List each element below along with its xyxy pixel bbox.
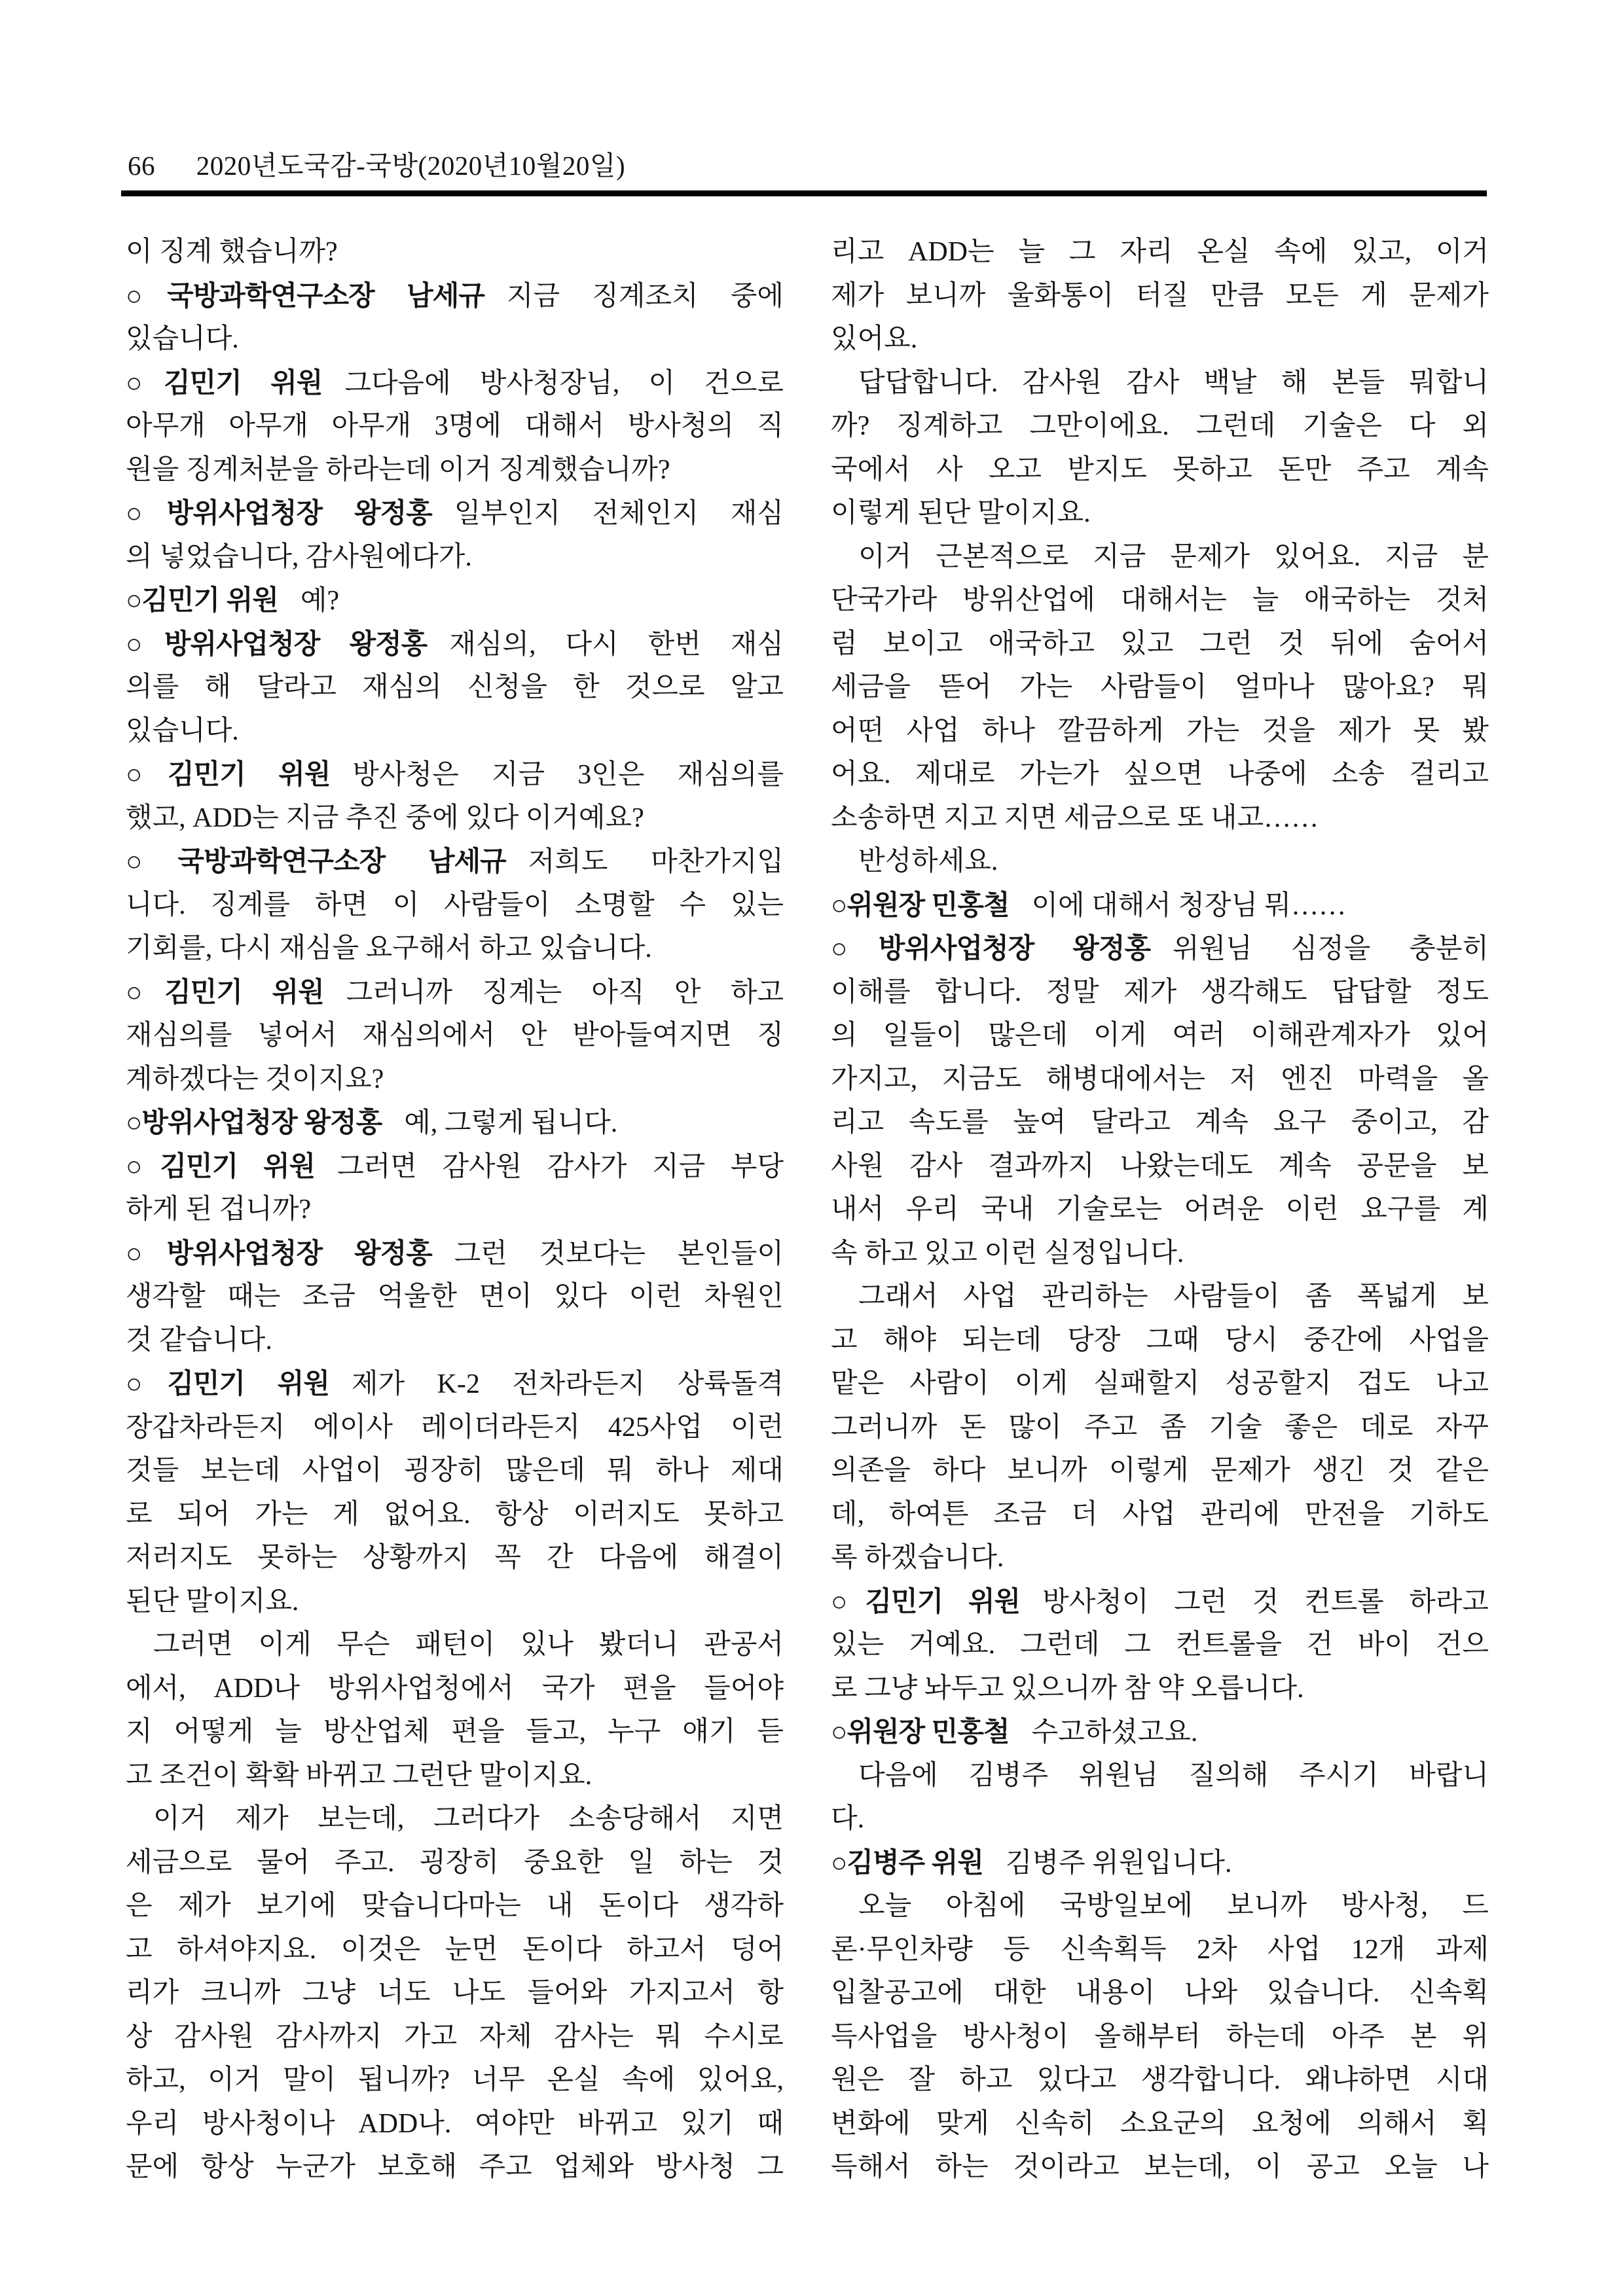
transcript-line [831,1232,1489,1276]
speaker-name: ○방위사업청장 왕정홍 [831,933,1151,963]
speaker-name: ○방위사업청장 왕정홍 [126,1107,382,1138]
transcript-line [126,1797,784,1841]
transcript-line [831,2058,1489,2102]
speaker-name: ○김병주 위원 [831,1846,983,1878]
transcript-line [126,1710,784,1754]
speech-text: 하고, 이거 말이 됩니까? 너무 온실 속에 있어요, [126,2065,784,2095]
speech-text: 그러니까 돈 많이 주고 좀 기술 좋은 데로 자꾸 [831,1412,1489,1443]
transcript-line [831,1884,1489,1928]
speech-text: 고 조건이 확확 바뀌고 그런단 말이지요. [126,1760,593,1791]
speech-text: 국에서 사 오고 받지도 못하고 돈만 주고 계속 [831,454,1489,485]
transcript-line [126,1058,784,1102]
transcript-line [126,2102,784,2146]
speech-text: 득사업을 방사청이 올해부터 하는데 아주 본 위 [831,2021,1489,2052]
speaker-name: ○위원장 민홍철 [831,1716,1010,1747]
speech-text: 리가 크니까 그냥 너도 나도 들어와 가지고서 항 [126,1978,784,2008]
speech-text: 세금을 뜯어 가는 사람들이 얼마나 많아요? 뭐 [831,672,1489,702]
transcript-line [831,404,1489,448]
page-number: 66 [128,151,155,181]
transcript-line [831,1536,1489,1580]
transcript-line [831,2145,1489,2189]
transcript-line-with-speaker [126,1232,784,1276]
speech-text: 다음에 김병주 위원님 질의해 주시기 바랍니 [858,1760,1489,1791]
speech-text: 있는 거예요. 그런데 그 컨트롤을 건 바이 건으 [831,1630,1489,1660]
transcript-line [831,1493,1489,1537]
transcript-line-with-speaker [126,971,784,1014]
transcript-line [126,448,784,492]
speech-text: 예? [300,586,340,616]
transcript-line [831,1928,1489,1972]
speech-text: 방사청이 그런 것 컨트롤 하라고 [1042,1587,1489,1617]
page-header [128,144,625,183]
transcript-line [126,1841,784,1885]
speech-text: 위원님 심정을 충분히 [1173,934,1489,964]
transcript-line-with-speaker [831,1580,1489,1624]
speech-text: 사원 감사 결과까지 나왔는데도 계속 공문을 보 [831,1151,1489,1181]
transcript-line-with-speaker [126,1362,784,1406]
transcript-line [831,1362,1489,1406]
speech-text: 제가 K-2 전차라든지 상륙돌격 [351,1369,784,1399]
transcript-line [831,274,1489,318]
speech-text: 맡은 사람이 이게 실패할지 성공할지 겁도 나고 [831,1369,1489,1399]
transcript-line [126,1667,784,1711]
speech-text: 이해를 합니다. 정말 제가 생각해도 답답할 정도 [831,977,1489,1007]
speech-text: 그런 것보다는 본인들이 [454,1238,784,1269]
speech-text: 의 넣었습니다, 감사원에다가. [126,541,472,572]
transcript-line [126,230,784,274]
speech-text: 반성하세요. [858,846,998,876]
speech-text: 있습니다. [126,715,239,746]
speech-text: 로 그냥 놔두고 있으니까 참 약 오릅니다. [831,1673,1304,1704]
transcript-line [831,709,1489,753]
transcript-line [126,2058,784,2102]
speech-text: 내서 우리 국내 기술로는 어려운 이런 요구를 계 [831,1194,1489,1225]
speaker-name: ○국방과학연구소장 남세규 [126,846,506,876]
transcript-line [831,1319,1489,1363]
transcript-line [831,1014,1489,1058]
transcript-line [126,927,784,971]
transcript-line [126,1188,784,1232]
speech-text: 데, 하여튼 조금 더 사업 관리에 만전을 기하도 [831,1499,1489,1530]
transcript-line [831,579,1489,622]
speech-text: 이 징계 했습니까? [126,237,338,267]
speech-text: 김병주 위원입니다. [1005,1848,1232,1878]
transcript-line [126,1971,784,2015]
transcript-body [126,230,1489,2189]
speech-text: 오늘 아침에 국방일보에 보니까 방사청, 드 [858,1891,1489,1921]
speech-text: 상 감사원 감사까지 가고 자체 감사는 뭐 수시로 [126,2021,784,2052]
transcript-line [126,1319,784,1363]
speech-text: 문에 항상 누군가 보호해 주고 업체와 방사청 그 [126,2152,784,2182]
speech-text: 저희도 마찬가지입 [528,847,784,877]
speaker-name: ○김민기 위원 [126,367,323,398]
transcript-line-with-speaker [126,1101,784,1145]
speech-text: 고 해야 되는데 당장 그때 당시 중간에 사업을 [831,1325,1489,1355]
speech-text: 된단 말이지요. [126,1586,299,1617]
transcript-line [831,2102,1489,2146]
speech-text: 그래서 사업 관리하는 사람들이 좀 폭넓게 보 [858,1282,1489,1312]
speech-text: 수고하셨고요. [1031,1717,1198,1748]
speech-text: 방사청은 지금 3인은 재심의를 [352,760,784,790]
speech-text: 원을 징계처분을 하라는데 이거 징계했습니까? [126,454,670,485]
transcript-line [126,1928,784,1972]
speech-text: 어떤 사업 하나 깔끔하게 가는 것을 제가 못 봤 [831,715,1489,746]
transcript-line [831,535,1489,579]
transcript-line [831,1145,1489,1189]
speech-text: 그러면 감사원 감사가 지금 부당 [337,1151,784,1182]
speech-text: 제가 보니까 울화통이 터질 만큼 모든 게 문제가 [831,280,1489,311]
transcript-line [126,535,784,579]
speech-text: 그다음에 방사청장님, 이 건으로 [344,368,784,399]
speech-text: 고 하셔야지요. 이것은 눈먼 돈이다 하고서 덩어 [126,1934,784,1965]
speech-text: 생각할 때는 조금 억울한 면이 있다 이런 차원인 [126,1282,784,1312]
transcript-line [831,317,1489,361]
transcript-line [831,1623,1489,1667]
transcript-line [126,1754,784,1798]
speech-text: 장갑차라든지 에이사 레이더라든지 425사업 이런 [126,1412,784,1443]
speaker-name: ○방위사업청장 왕정홍 [126,628,428,659]
transcript-line-with-speaker [126,274,784,318]
transcript-line [831,1971,1489,2015]
speaker-name: ○국방과학연구소장 남세규 [126,279,484,311]
transcript-line [831,1406,1489,1450]
speech-text: 리고 속도를 높여 달라고 계속 요구 중이고, 감 [831,1107,1489,1138]
transcript-line [126,1884,784,1928]
speech-text: 록 하겠습니다. [831,1543,1004,1573]
speech-text: 가지고, 지금도 해병대에서는 저 엔진 마력을 올 [831,1064,1489,1094]
speech-text: 은 제가 보기에 맞습니다마는 내 돈이다 생각하 [126,1891,784,1921]
speech-text: 지 어떻게 늘 방산업체 편을 들고, 누구 얘기 듣 [126,1717,784,1747]
transcript-line-with-speaker [831,1841,1489,1885]
speech-text: 계하겠다는 것이지요? [126,1064,384,1094]
transcript-line [126,1275,784,1319]
speaker-name: ○김민기 위원 [126,1150,316,1181]
transcript-line [126,1623,784,1667]
transcript-line-with-speaker [831,884,1489,927]
transcript-line [831,1754,1489,1798]
transcript-line [831,230,1489,274]
speech-text: 재심의를 넣어서 재심의에서 안 받아들여지면 징 [126,1020,784,1050]
transcript-line-with-speaker [126,492,784,535]
speech-text: 럼 보이고 애국하고 있고 그런 것 뒤에 숨어서 [831,628,1489,659]
transcript-line [831,1101,1489,1145]
speech-text: 변화에 맞게 신속히 소요군의 요청에 의해서 획 [831,2108,1489,2139]
transcript-line [831,753,1489,797]
speech-text: 의를 해 달라고 재심의 신청을 한 것으로 알고 [126,672,784,702]
transcript-line [831,1449,1489,1493]
transcript-line [831,666,1489,709]
speech-text: 까? 징계하고 그만이에요. 그런데 기술은 다 외 [831,411,1489,441]
transcript-line [126,2145,784,2189]
right-column [831,230,1489,2189]
speech-text: 재심의, 다시 한번 재심 [449,629,784,660]
speech-text: 하게 된 겁니까? [126,1194,312,1225]
transcript-line [831,797,1489,840]
speech-text: 것 같습니다. [126,1325,272,1355]
transcript-line [831,492,1489,535]
transcript-line [831,361,1489,405]
speech-text: 그러면 이게 무슨 패턴이 있나 봤더니 관공서 [153,1630,784,1660]
speech-text: 론·무인차량 등 신속획득 2차 사업 12개 과제 [831,1934,1489,1965]
speech-text: 어요. 제대로 가는가 싶으면 나중에 소송 걸리고 [831,759,1489,789]
speech-text: 의 일들이 많은데 이게 여러 이해관계자가 있어 [831,1020,1489,1050]
speech-text: 득해서 하는 것이라고 보는데, 이 공고 오늘 나 [831,2152,1489,2182]
speech-text: 우리 방사청이나 ADD나. 여야만 바뀌고 있기 때 [126,2108,784,2139]
speech-text: 입찰공고에 대한 내용이 나와 있습니다. 신속획 [831,1978,1489,2008]
transcript-line-with-speaker [831,1710,1489,1754]
speaker-name: ○김민기 위원 [126,976,324,1007]
speech-text: 단국가라 방위산업에 대해서는 늘 애국하는 것처 [831,585,1489,615]
transcript-line [126,1493,784,1537]
transcript-line [831,1667,1489,1711]
speech-text: 원은 잘 하고 있다고 생각합니다. 왜냐하면 시대 [831,2065,1489,2095]
speech-text: 했고, ADD는 지금 추진 중에 있다 이거예요? [126,802,644,833]
speech-text: 예, 그렇게 됩니다. [404,1108,618,1138]
transcript-line [831,1275,1489,1319]
speaker-name: ○김민기 위원 [126,759,331,789]
speaker-name: ○방위사업청장 왕정홍 [126,1237,432,1268]
speech-text: 이렇게 된단 말이지요. [831,498,1091,528]
speech-text: 일부인지 전체인지 재심 [454,499,784,529]
transcript-line [831,622,1489,666]
speech-text: 있습니다. [126,324,239,354]
page-title: 2020년도국감-국방(2020년10월20일) [196,151,626,181]
transcript-line [831,1797,1489,1841]
transcript-line [126,1580,784,1624]
transcript-line [126,884,784,927]
left-column [126,230,784,2189]
transcript-line [831,448,1489,492]
transcript-line [126,797,784,840]
transcript-line [831,971,1489,1014]
speech-text: 리고 ADD는 늘 그 자리 온실 속에 있고, 이거 [831,237,1489,267]
speech-text: 저러지도 못하는 상황까지 꼭 간 다음에 해결이 [126,1543,784,1573]
speech-text: 아무개 아무개 아무개 3명에 대해서 방사청의 직 [126,411,784,441]
transcript-line [126,404,784,448]
speech-text: 것들 보는데 사업이 굉장히 많은데 뭐 하나 제대 [126,1456,784,1486]
transcript-line [831,1058,1489,1102]
transcript-line-with-speaker [831,927,1489,971]
transcript-line [126,1406,784,1450]
speech-text: 니다. 징계를 하면 이 사람들이 소명할 수 있는 [126,889,784,920]
transcript-line [831,1188,1489,1232]
speech-text: 그러니까 징계는 아직 안 하고 [346,977,784,1008]
speech-text: 다. [831,1804,865,1834]
speech-text: 속 하고 있고 이런 실정입니다. [831,1238,1184,1268]
transcript-line [126,1536,784,1580]
speaker-name: ○김민기 위원 [831,1585,1021,1617]
transcript-line-with-speaker [126,753,784,797]
transcript-line [126,666,784,709]
transcript-line [126,1449,784,1493]
transcript-line [831,840,1489,884]
speech-text: 답답합니다. 감사원 감사 백날 해 본들 뭐합니 [858,367,1489,398]
transcript-line [126,709,784,753]
speech-text: 이거 제가 보는데, 그러다가 소송당해서 지면 [153,1804,784,1834]
transcript-line-with-speaker [126,1145,784,1189]
transcript-line-with-speaker [126,840,784,884]
transcript-line [126,317,784,361]
speaker-name: ○김민기 위원 [126,1368,329,1399]
transcript-line [126,2015,784,2059]
speech-text: 이거 근본적으로 지금 문제가 있어요. 지금 분 [858,541,1489,572]
transcript-line [831,2015,1489,2059]
speech-text: 있어요. [831,324,918,354]
transcript-line [126,1014,784,1058]
speech-text: 이에 대해서 청장님 뭐…… [1031,890,1347,921]
speech-text: 지금 징계조치 중에 [506,281,784,312]
header-rule-divider [121,190,1487,196]
speaker-name: ○김민기 위원 [126,584,278,615]
transcript-line-with-speaker [126,579,784,622]
speech-text: 의존을 하다 보니까 이렇게 문제가 생긴 것 같은 [831,1456,1489,1486]
speech-text: 세금으로 물어 주고. 굉장히 중요한 일 하는 것 [126,1847,784,1878]
speech-text: 소송하면 지고 지면 세금으로 또 내고…… [831,802,1319,833]
speech-text: 에서, ADD나 방위사업청에서 국가 편을 들어야 [126,1673,784,1704]
transcript-line-with-speaker [126,622,784,666]
speaker-name: ○방위사업청장 왕정홍 [126,497,432,528]
speech-text: 로 되어 가는 게 없어요. 항상 이러지도 못하고 [126,1499,784,1530]
speaker-name: ○위원장 민홍철 [831,889,1010,920]
transcript-line-with-speaker [126,361,784,405]
speech-text: 기회를, 다시 재심을 요구해서 하고 있습니다. [126,933,652,963]
